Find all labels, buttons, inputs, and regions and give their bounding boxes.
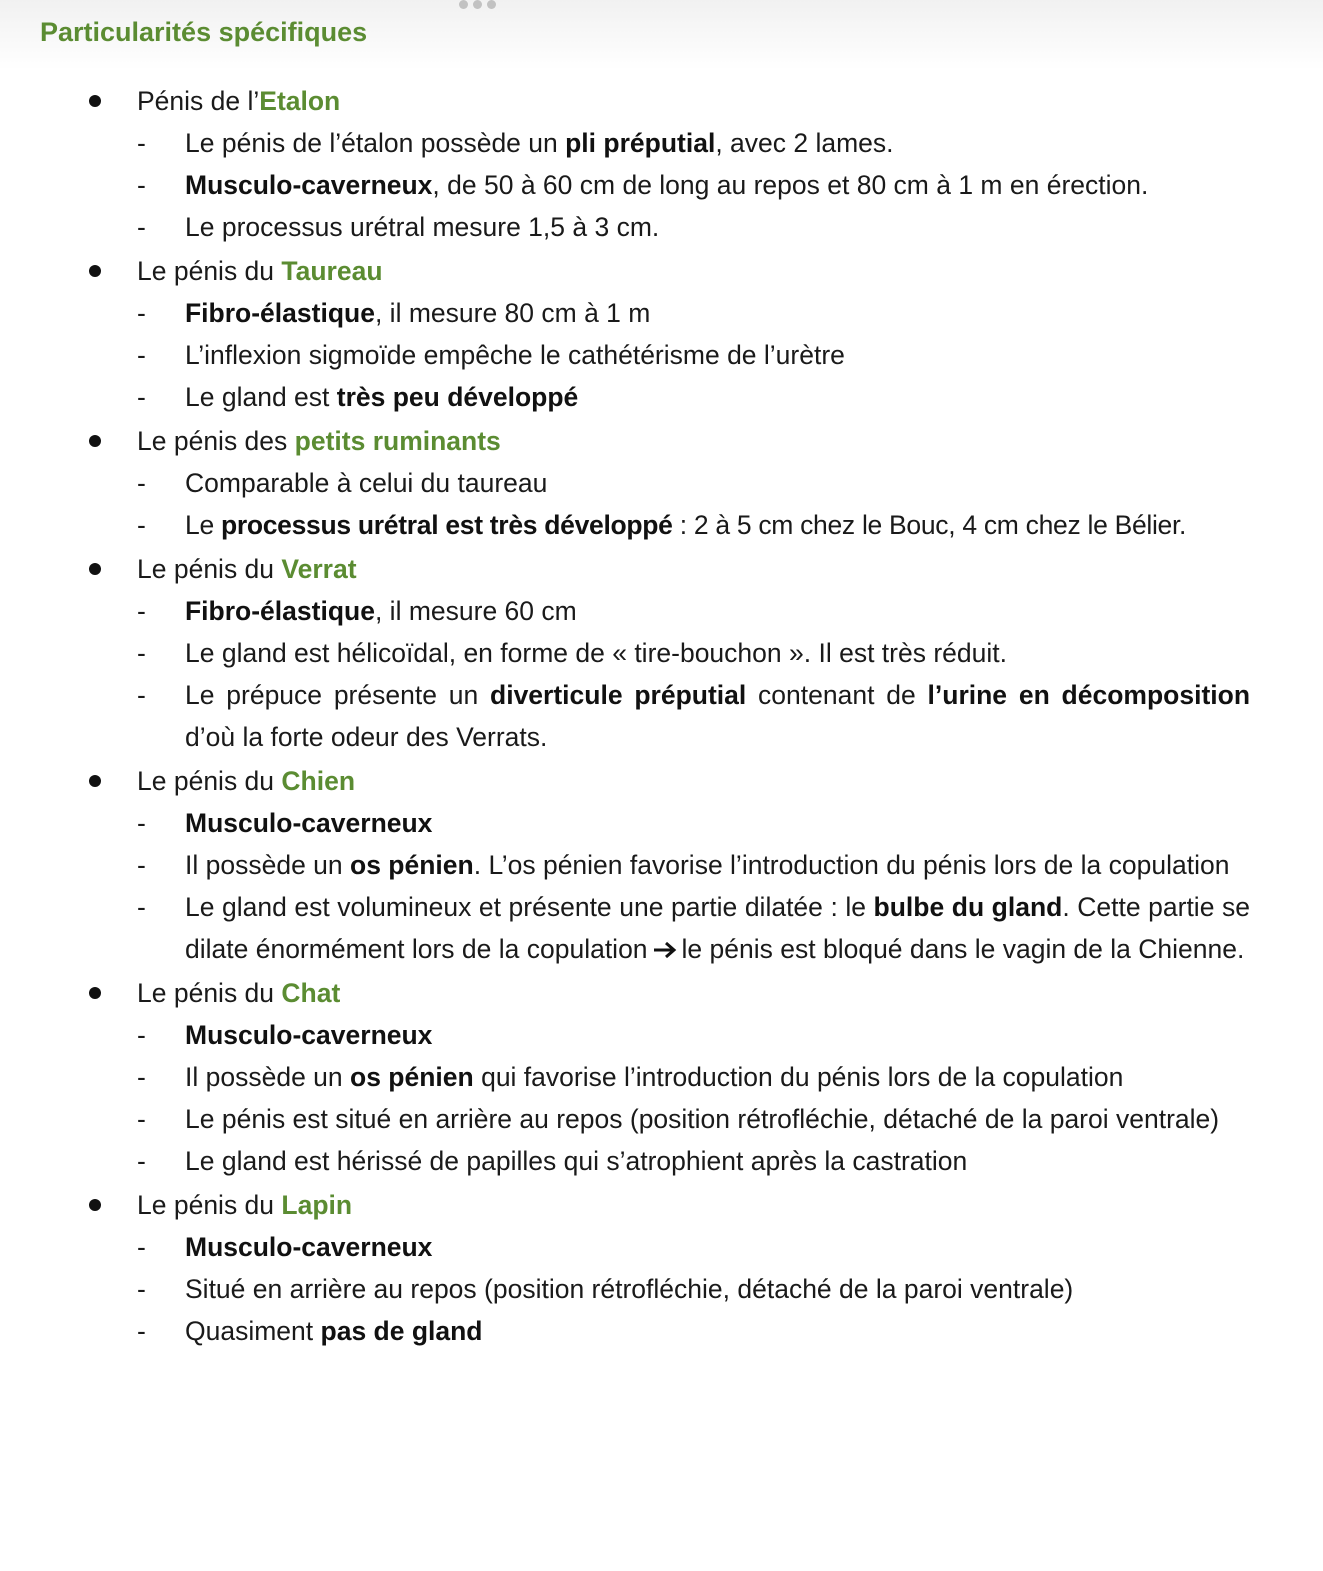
list-item xyxy=(0,122,1250,164)
bullet-icon xyxy=(89,563,101,575)
list-item xyxy=(0,1226,1250,1268)
text: , il mesure 80 cm à 1 m xyxy=(374,298,651,328)
detail-list xyxy=(137,462,1250,546)
dash-icon: - xyxy=(137,1062,146,1092)
bold-text: Musculo-caverneux xyxy=(185,170,433,200)
detail-list xyxy=(137,802,1250,970)
text: Le prépuce présente un xyxy=(185,680,491,710)
bold-text: Musculo-caverneux xyxy=(185,808,433,838)
dash-icon: - xyxy=(137,298,146,328)
list-item xyxy=(0,164,1250,206)
bold-text: pli préputial xyxy=(565,128,716,158)
detail-list xyxy=(137,1014,1250,1182)
dash-icon: - xyxy=(137,1232,146,1262)
list-item xyxy=(0,674,1250,758)
bullet-icon xyxy=(89,265,101,277)
species-prefix: Le pénis du xyxy=(137,256,282,286)
text: qui favorise l’introduction du pénis lors de la copulation xyxy=(473,1062,1124,1092)
text: Le processus urétral mesure 1,5 à 3 cm. xyxy=(185,212,660,242)
list-item xyxy=(0,802,1250,844)
list-item xyxy=(0,292,1250,334)
bold-text: Fibro-élastique xyxy=(185,596,375,626)
text: le pénis est bloqué dans le vagin de la Chienne. xyxy=(681,934,1245,964)
species-item-lapin xyxy=(0,1184,1250,1352)
species-item-verrat xyxy=(0,548,1250,758)
species-name: Verrat xyxy=(281,554,357,584)
list-item xyxy=(0,1056,1250,1098)
text: Comparable à celui du taureau xyxy=(185,468,548,498)
dash-icon: - xyxy=(137,128,146,158)
text: : 2 à 5 cm chez le Bouc, 4 cm chez le Bélier. xyxy=(672,510,1187,540)
list-item xyxy=(0,1098,1250,1140)
detail-list xyxy=(137,590,1250,758)
dash-icon: - xyxy=(137,340,146,370)
bold-text: diverticule préputial xyxy=(490,680,747,710)
bullet-icon xyxy=(89,435,101,447)
bullet-icon xyxy=(89,1199,101,1211)
list-item xyxy=(0,504,1250,546)
bold-text: Fibro-élastique xyxy=(185,298,375,328)
detail-list xyxy=(137,292,1250,418)
species-name: Etalon xyxy=(259,86,341,116)
text: Situé en arrière au repos (position rétrofléchie, détaché de la paroi ventrale) xyxy=(185,1274,1074,1304)
species-name: Lapin xyxy=(281,1190,353,1220)
dash-icon: - xyxy=(137,1274,146,1304)
text: Le gland est hélicoïdal, en forme de « tire-bouchon ». Il est très réduit. xyxy=(185,638,1007,668)
species-item-taureau xyxy=(0,250,1250,418)
species-name: Chien xyxy=(281,766,356,796)
arrow-right-icon xyxy=(652,940,678,960)
species-prefix: Le pénis du xyxy=(137,554,282,584)
dash-icon: - xyxy=(137,1316,146,1346)
species-prefix: Pénis de l’ xyxy=(137,86,260,116)
list-item xyxy=(0,1268,1250,1310)
species-item-petits-ruminants xyxy=(0,420,1250,546)
dash-icon: - xyxy=(137,1104,146,1134)
bold-text: pas de gland xyxy=(320,1316,483,1346)
dash-icon: - xyxy=(137,382,146,412)
bold-text: os pénien xyxy=(350,850,474,880)
bold-text: processus urétral est très développé xyxy=(220,510,673,540)
text: d’où la forte odeur des Verrats. xyxy=(185,722,548,752)
bullet-icon xyxy=(89,987,101,999)
bullet-icon xyxy=(89,775,101,787)
species-item-chien xyxy=(0,760,1250,970)
list-item xyxy=(0,886,1250,970)
list-item xyxy=(0,462,1250,504)
bold-text: Musculo-caverneux xyxy=(185,1232,433,1262)
dash-icon: - xyxy=(137,212,146,242)
text: Il possède un xyxy=(185,850,351,880)
text: , de 50 à 60 cm de long au repos et 80 cm à 1 m en érection. xyxy=(432,170,1149,200)
section-heading: Particularités spécifiques xyxy=(40,17,368,47)
list-item xyxy=(0,1140,1250,1182)
text: Le xyxy=(185,510,221,540)
list-item xyxy=(0,844,1250,886)
list-item xyxy=(0,206,1250,248)
text: Le pénis est situé en arrière au repos (position rétrofléchie, détaché de la paroi ventrale) xyxy=(185,1104,1220,1134)
text: . L’os pénien favorise l’introduction du pénis lors de la copulation xyxy=(473,850,1230,880)
dash-icon: - xyxy=(137,638,146,668)
text: Le pénis de l’étalon possède un xyxy=(185,128,566,158)
species-list xyxy=(0,80,1323,1354)
text: Le gland est hérissé de papilles qui s’atrophient après la castration xyxy=(185,1146,968,1176)
list-item xyxy=(0,1014,1250,1056)
species-prefix: Le pénis du xyxy=(137,978,282,1008)
species-name: Chat xyxy=(281,978,341,1008)
list-item xyxy=(0,376,1250,418)
bold-text: très peu développé xyxy=(336,382,579,412)
species-item-etalon xyxy=(0,80,1250,248)
text: . Cette partie se dilate énormément lors de la copulation xyxy=(185,892,1250,964)
text: , il mesure 60 cm xyxy=(374,596,577,626)
dash-icon: - xyxy=(137,510,146,540)
detail-list xyxy=(137,1226,1250,1352)
dash-icon: - xyxy=(137,468,146,498)
dash-icon: - xyxy=(137,850,146,880)
species-name: Taureau xyxy=(281,256,383,286)
text: Le gland est xyxy=(185,382,337,412)
species-item-chat xyxy=(0,972,1250,1182)
list-item xyxy=(0,334,1250,376)
text: contenant de xyxy=(746,680,928,710)
species-prefix: Le pénis du xyxy=(137,1190,282,1220)
species-name: petits ruminants xyxy=(294,426,501,456)
detail-list xyxy=(137,122,1250,248)
list-item xyxy=(0,632,1250,674)
dash-icon: - xyxy=(137,808,146,838)
text: , avec 2 lames. xyxy=(715,128,894,158)
dash-icon: - xyxy=(137,680,146,710)
list-item xyxy=(0,1310,1250,1352)
bold-text: os pénien xyxy=(350,1062,474,1092)
bold-text: Musculo-caverneux xyxy=(185,1020,433,1050)
list-item xyxy=(0,590,1250,632)
text: Il possède un xyxy=(185,1062,351,1092)
text: L’inflexion sigmoïde empêche le cathétérisme de l’urètre xyxy=(185,340,845,370)
dash-icon: - xyxy=(137,892,146,922)
text: Le gland est volumineux et présente une partie dilatée : le xyxy=(185,892,874,922)
species-prefix: Le pénis du xyxy=(137,766,282,796)
bullet-icon xyxy=(89,95,101,107)
bold-text: l’urine en décomposition xyxy=(927,680,1251,710)
dash-icon: - xyxy=(137,596,146,626)
dash-icon: - xyxy=(137,1020,146,1050)
species-prefix: Le pénis des xyxy=(137,426,295,456)
dash-icon: - xyxy=(137,170,146,200)
text: Quasiment xyxy=(185,1316,321,1346)
bold-text: bulbe du gland xyxy=(873,892,1063,922)
dash-icon: - xyxy=(137,1146,146,1176)
